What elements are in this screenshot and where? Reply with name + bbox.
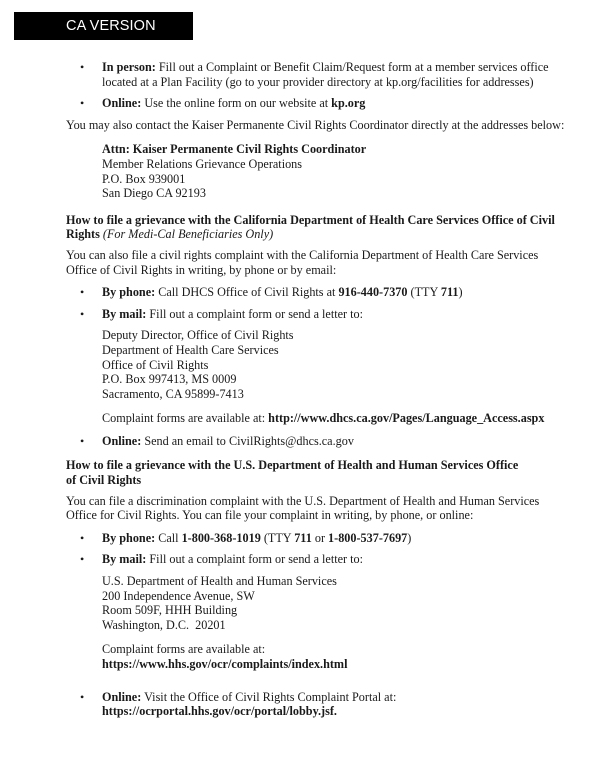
kp-online-bullet xyxy=(66,96,566,111)
dhcs-forms-text: Complaint forms are available at: xyxy=(102,411,269,426)
hhs-address-line: Room 509F, HHH Building xyxy=(102,603,238,618)
hhs-phone-bullet xyxy=(66,531,566,546)
dhcs-tty-prefix: (TTY xyxy=(407,285,441,300)
hhs-forms-text: Complaint forms are available at: xyxy=(102,642,266,657)
dhcs-address-line: Office of Civil Rights xyxy=(102,357,209,372)
kp-address-line: Member Relations Grievance Operations xyxy=(102,156,303,171)
dhcs-section-heading xyxy=(66,213,566,242)
hhs-section-heading: How to file a grievance with the U.S. Department of Health and Human Services Office of Civil Rights xyxy=(66,458,519,488)
kp-contact-intro: You may also contact the Kaiser Permanente Civil Rights Coordinator directly at the addresses below: xyxy=(66,117,565,132)
dhcs-phone-bullet xyxy=(66,285,566,300)
hhs-mail-bullet xyxy=(66,552,566,567)
dhcs-mail-bullet xyxy=(66,307,566,322)
dhcs-forms-link[interactable]: http://www.dhcs.ca.gov/Pages/Language_Access.aspx xyxy=(268,411,545,426)
ca-version-banner xyxy=(14,12,193,40)
kp-address-line: P.O. Box 939001 xyxy=(102,171,186,186)
dhcs-heading-note: (For Medi-Cal Beneficiaries Only) xyxy=(102,227,274,242)
dhcs-online-text[interactable]: Send an email to CivilRights@dhcs.ca.gov xyxy=(141,433,354,448)
in-person-label: In person: xyxy=(102,60,156,74)
dhcs-mail-text: Fill out a complaint form or send a letter to: xyxy=(146,306,363,321)
hhs-forms-availability xyxy=(66,642,566,671)
in-person-text: Fill out a Complaint or Benefit Claim/Request form at a member services office located at a Plan Facility (go to your provider directory at kp.org/facilities for addresses) xyxy=(102,60,549,89)
hhs-portal-link[interactable]: https://ocrportal.hhs.gov/ocr/portal/lobby.jsf. xyxy=(102,704,337,719)
hhs-online-label: Online: xyxy=(102,689,142,704)
hhs-address-line: U.S. Department of Health and Human Services xyxy=(102,574,337,589)
dhcs-phone-number[interactable]: 916-440-7370 xyxy=(338,285,408,300)
dhcs-mail-address xyxy=(66,328,566,401)
dhcs-tty-number: 711 xyxy=(440,285,459,300)
dhcs-heading-text: How to file a grievance with the California Department of Health Care Services Office of Civil Rights xyxy=(66,212,555,242)
document-page xyxy=(66,60,566,726)
kp-coordinator-address xyxy=(66,142,566,200)
hhs-mail-address xyxy=(66,574,566,632)
hhs-tty-number: 711 xyxy=(294,530,312,545)
hhs-online-bullet xyxy=(66,690,566,719)
dhcs-forms-availability xyxy=(66,411,566,426)
dhcs-phone-label: By phone: xyxy=(102,285,156,300)
hhs-mail-text: Fill out a complaint form or send a letter to: xyxy=(146,552,363,567)
hhs-tty-mid: or xyxy=(311,530,329,545)
kp-attn-line: Attn: Kaiser Permanente Civil Rights Coordinator xyxy=(102,142,367,157)
hhs-address-line: Washington, D.C. 20201 xyxy=(102,617,226,632)
hhs-intro: You can file a discrimination complaint with the U.S. Department of Health and Human Services Office for Civil Rights. You can file your complaint in writing, by phone, or online: xyxy=(66,493,540,523)
hhs-tty-suffix: ) xyxy=(407,530,412,545)
kp-website-link[interactable]: kp.org xyxy=(331,96,366,111)
dhcs-tty-suffix: ) xyxy=(458,285,463,300)
banner-label: CA VERSION xyxy=(66,18,156,34)
dhcs-address-line: Deputy Director, Office of Civil Rights xyxy=(102,328,294,343)
dhcs-address-line: P.O. Box 997413, MS 0009 xyxy=(102,372,237,387)
hhs-phone-text: Call xyxy=(155,530,182,545)
kp-online-label: Online: xyxy=(102,96,142,111)
kp-address-line: San Diego CA 92193 xyxy=(102,186,206,201)
hhs-address-line: 200 Independence Avenue, SW xyxy=(102,588,255,603)
dhcs-phone-text: Call DHCS Office of Civil Rights at xyxy=(155,285,339,300)
hhs-tty-prefix: (TTY xyxy=(260,530,295,545)
in-person-bullet xyxy=(66,60,566,89)
dhcs-online-bullet xyxy=(66,434,566,449)
hhs-mail-label: By mail: xyxy=(102,552,147,567)
dhcs-address-line: Sacramento, CA 95899-7413 xyxy=(102,386,244,401)
dhcs-online-label: Online: xyxy=(102,433,142,448)
dhcs-intro: You can also file a civil rights complaint with the California Department of Health Care Services Office of Civil Rights in writing, by phone or by email: xyxy=(66,247,539,277)
dhcs-address-line: Department of Health Care Services xyxy=(102,342,279,357)
dhcs-mail-label: By mail: xyxy=(102,306,147,321)
hhs-tty-alt-number[interactable]: 1-800-537-7697 xyxy=(328,530,408,545)
hhs-forms-link[interactable]: https://www.hhs.gov/ocr/complaints/index.html xyxy=(102,657,348,671)
hhs-phone-label: By phone: xyxy=(102,530,156,545)
hhs-online-text: Visit the Office of Civil Rights Complaint Portal at: xyxy=(141,689,397,704)
kp-online-text: Use the online form on our website at xyxy=(141,96,332,111)
hhs-phone-number[interactable]: 1-800-368-1019 xyxy=(181,530,261,545)
